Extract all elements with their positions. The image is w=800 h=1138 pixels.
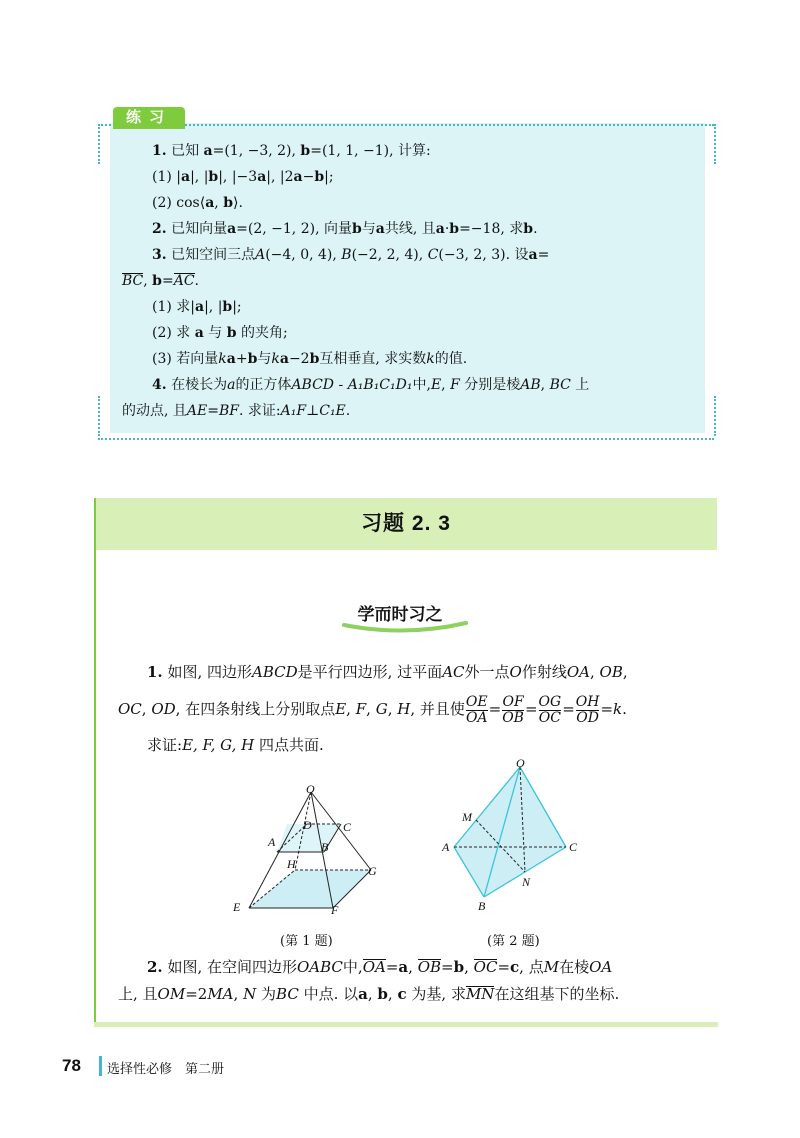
dotted-edge — [714, 396, 716, 436]
figure-label: C — [569, 840, 578, 854]
figure-label: O — [306, 782, 315, 796]
figure-label: D — [303, 818, 312, 832]
figure-1-caption: (第 1 题) — [280, 934, 333, 949]
exercise-q2-cont: 上, 且OM=2MA, N 为BC 中点. 以a, b, c 为基, 求MN在这组基下的坐标. — [118, 985, 620, 1003]
practice-tab: 练习 — [113, 107, 185, 129]
practice-q3-1: (1) 求|a|, |b|; — [152, 299, 242, 315]
exercise-q1-prove: 求证:E, F, G, H 四点共面. — [147, 736, 324, 754]
figure-label: A — [442, 840, 450, 854]
figure-label: O — [516, 756, 525, 770]
figure-label: F — [331, 903, 339, 915]
exercise-header — [95, 498, 717, 550]
exercise-q1-cont: OC, OD, 在四条射线上分别取点E, F, G, H, 并且使 $\frac{OE}{OA}$ = $\frac{OF}{OB}$ = $\frac{OG}{OC}$ = $\frac{OH}{OD}$ =k. — [118, 693, 627, 726]
practice-q4-cont: 的动点, 且AE=BF. 求证:A₁F⊥C₁E. — [122, 403, 351, 419]
exercise-q1: 1. 如图, 四边形ABCD是平行四边形, 过平面AC外一点O作射线OA, OB, — [147, 663, 628, 681]
exercise-subtitle: 学而时习之 — [357, 605, 443, 624]
footer-divider — [99, 1056, 102, 1076]
figure-label: N — [522, 875, 531, 889]
exercise-title: 习题 2. 3 — [361, 512, 451, 535]
figure-2 — [440, 755, 590, 915]
fraction: $\frac{OG}{OC}$ — [538, 693, 562, 726]
practice-q4: 4. 在棱长为a的正方体ABCD - A₁B₁C₁D₁中,E, F 分别是棱AB, BC 上 — [152, 377, 590, 393]
figure-label: M — [462, 810, 472, 824]
figure-label: A — [268, 835, 276, 849]
practice-q1-1: (1) |a|, |b|, |−3a|, |2a−b|; — [152, 169, 334, 185]
figure-label: B — [478, 899, 486, 913]
fraction: $\frac{OH}{OD}$ — [575, 693, 600, 726]
fraction: $\frac{OF}{OB}$ — [502, 693, 524, 726]
practice-q3-2: (2) 求 a 与 b 的夹角; — [152, 325, 288, 341]
dotted-edge — [98, 124, 100, 164]
fraction: $\frac{OE}{OA}$ — [465, 693, 488, 726]
book-title: 选择性必修 第二册 — [107, 1061, 225, 1076]
figure-label: B — [321, 840, 329, 854]
figure-2-caption: (第 2 题) — [487, 934, 540, 949]
figure-2-face — [454, 767, 566, 897]
figure-label: E — [233, 900, 241, 914]
dotted-edge — [714, 124, 716, 164]
exercise-left-rule — [94, 498, 96, 1026]
dotted-edge — [98, 396, 100, 436]
exercise-q2: 2. 如图, 在空间四边形OABC中,OA=a, OB=b, OC=c, 点M在棱OA — [147, 958, 613, 976]
figure-1 — [225, 780, 385, 915]
figure-label: H — [287, 857, 296, 871]
exercise-bottom-rule — [94, 1022, 718, 1027]
practice-q3: 3. 已知空间三点A(−4, 0, 4), B(−2, 2, 4), C(−3, 2, 3). 设a= — [152, 247, 550, 263]
figure-label: C — [343, 820, 352, 834]
page-number: 78 — [62, 1056, 81, 1075]
practice-q1: 1. 已知 a=(1, −3, 2), b=(1, 1, −1), 计算: — [152, 143, 431, 159]
practice-q2: 2. 已知向量a=(2, −1, 2), 向量b与a共线, 且a·b=−18, 求b. — [152, 221, 538, 237]
figure-label: G — [368, 864, 377, 878]
practice-q3-3: (3) 若向量ka+b与ka−2b互相垂直, 求实数k的值. — [152, 351, 468, 367]
practice-q1-2: (2) cos⟨a, b⟩. — [152, 195, 243, 211]
practice-q3-cont: BC, b=AC. — [122, 273, 199, 289]
